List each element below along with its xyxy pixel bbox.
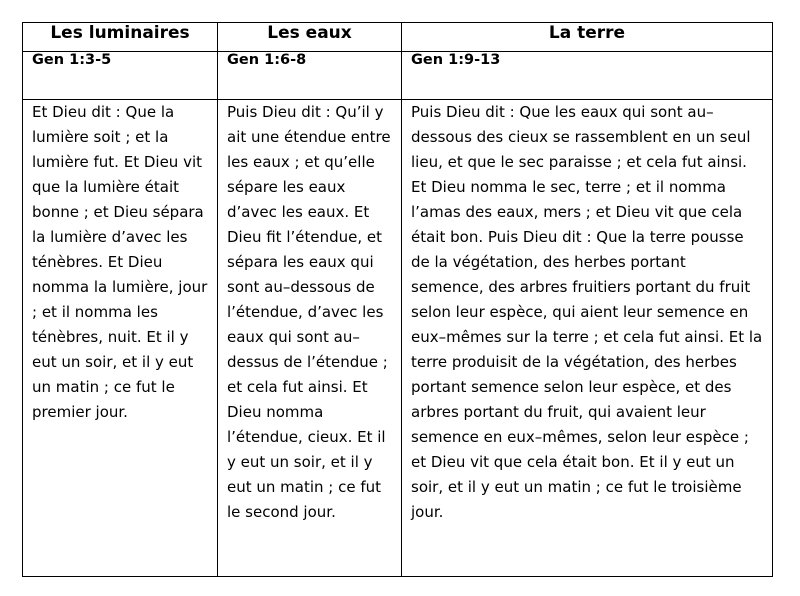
text-luminaires: Et Dieu dit : Que la lumière soit ; et la lumière fut. Et Dieu vit que la lumière était bonne ; et Dieu sépara la lumière d’avec les ténèbres. Et Dieu nomma la lumière, jour ; et il nomma les ténèbres, nuit. Et il y eut un soir, et il y eut un matin ; ce fut le premier jour. xyxy=(23,100,218,577)
reference-luminaires: Gen 1:3-5 xyxy=(23,52,218,100)
reference-terre: Gen 1:9-13 xyxy=(402,52,773,100)
reference-row xyxy=(23,52,773,100)
reference-eaux: Gen 1:6-8 xyxy=(218,52,402,100)
column-header-eaux: Les eaux xyxy=(218,23,402,52)
column-header-terre: La terre xyxy=(402,23,773,52)
genesis-comparison-table xyxy=(22,22,773,577)
text-row xyxy=(23,100,773,577)
header-row xyxy=(23,23,773,52)
text-eaux: Puis Dieu dit : Qu’il y ait une étendue entre les eaux ; et qu’elle sépare les eaux d’avec les eaux. Et Dieu fit l’étendue, et sépara les eaux qui sont au–dessous de l’étendue, d’avec les eaux qui sont au–dessus de l’étendue ; et cela fut ainsi. Et Dieu nomma l’étendue, cieux. Et il y eut un soir, et il y eut un matin ; ce fut le second jour. xyxy=(218,100,402,577)
text-terre: Puis Dieu dit : Que les eaux qui sont au–dessous des cieux se rassemblent en un seul lieu, et que le sec paraisse ; et cela fut ainsi. Et Dieu nomma le sec, terre ; et il nomma l’amas des eaux, mers ; et Dieu vit que cela était bon. Puis Dieu dit : Que la terre pousse de la végétation, des herbes portant semence, des arbres fruitiers portant du fruit selon leur espèce, qui aient leur semence en eux–mêmes sur la terre ; et cela fut ainsi. Et la terre produisit de la végétation, des herbes portant semence selon leur espèce, et des arbres portant du fruit, qui avaient leur semence en eux–mêmes, selon leur espèce ; et Dieu vit que cela était bon. Et il y eut un soir, et il y eut un matin ; ce fut le troisième jour. xyxy=(402,100,773,577)
column-header-luminaires: Les luminaires xyxy=(23,23,218,52)
